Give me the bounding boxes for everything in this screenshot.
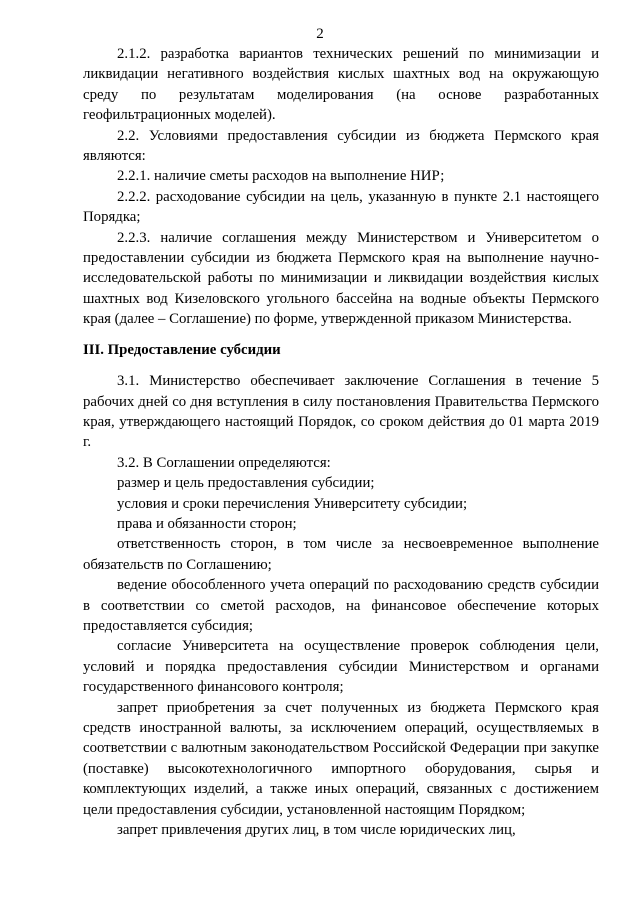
page-number: 2 <box>316 26 324 42</box>
paragraph-2-2-1: 2.2.1. наличие сметы расходов на выполнение НИР; <box>117 168 445 185</box>
list-item-responsibility: ответственность сторон, в том числе за несвоевременное выполнение обязательств по Соглашению; <box>83 536 599 573</box>
list-item-consent: согласие Университета на осуществление проверок соблюдения цели, условий и порядка предоставления субсидии Министерством и органами государственного финансового контроля; <box>83 638 599 696</box>
list-item-rights: права и обязанности сторон; <box>117 515 297 532</box>
paragraph-2-2: 2.2. Условиями предоставления субсидии из бюджета Пермского края являются: <box>83 127 599 165</box>
document-body <box>83 44 599 840</box>
list-item-terms: условия и сроки перечисления Университету субсидии; <box>117 495 468 512</box>
list-item-size: размер и цель предоставления субсидии; <box>117 475 375 492</box>
paragraph-2-2-2: 2.2.2. расходование субсидии на цель, указанную в пункте 2.1 настоящего Порядка; <box>83 188 599 226</box>
section-heading: III. Предоставление субсидии <box>83 341 281 358</box>
paragraph-3-1: 3.1. Министерство обеспечивает заключение Соглашения в течение 5 рабочих дней со дня вступления в силу постановления Правительства Пермского края, утверждающего настоящий Порядок, со сроком действия до 01 марта 2019 г. <box>83 373 599 451</box>
paragraph-2-2-3: 2.2.3. наличие соглашения между Министерством и Университетом о предоставлении субсидии из бюджета Пермского края на выполнение научно-исследовательской работы по минимизации и ликвидации воздействия кислых шахтных вод Кизеловского угольного бассейна на водные объекты Пермского края (далее – Соглашение) по форме, утвержденной приказом Министерства. <box>83 229 599 328</box>
list-item-prohibition-persons: запрет привлечения других лиц, в том числе юридических лиц, <box>117 822 516 839</box>
list-item-accounting: ведение обособленного учета операций по расходованию средств субсидии в соответствии со сметой расходов, на финансовое обеспечение которых предоставляется субсидия; <box>83 577 599 634</box>
paragraph-3-2: 3.2. В Соглашении определяются: <box>117 454 331 471</box>
paragraph-2-1-2: 2.1.2. разработка вариантов технических решений по минимизации и ликвидации негативного воздействия кислых шахтных вод на окружающую среду по результатам моделирования (на основе разработанных геофильтрационных моделей). <box>83 46 599 124</box>
list-item-prohibition-currency: запрет приобретения за счет полученных из бюджета Пермского края средств иностранной валюты, за исключением операций, осуществляемых в соответствии с валютным законодательством Российской Федерации при закупке (поставке) высокотехнологичного импортного оборудования, сырья и комплектующих изделий, а также иных операций, связанных с достижением цели предоставления субсидии, установленной настоящим Порядком; <box>83 699 599 818</box>
